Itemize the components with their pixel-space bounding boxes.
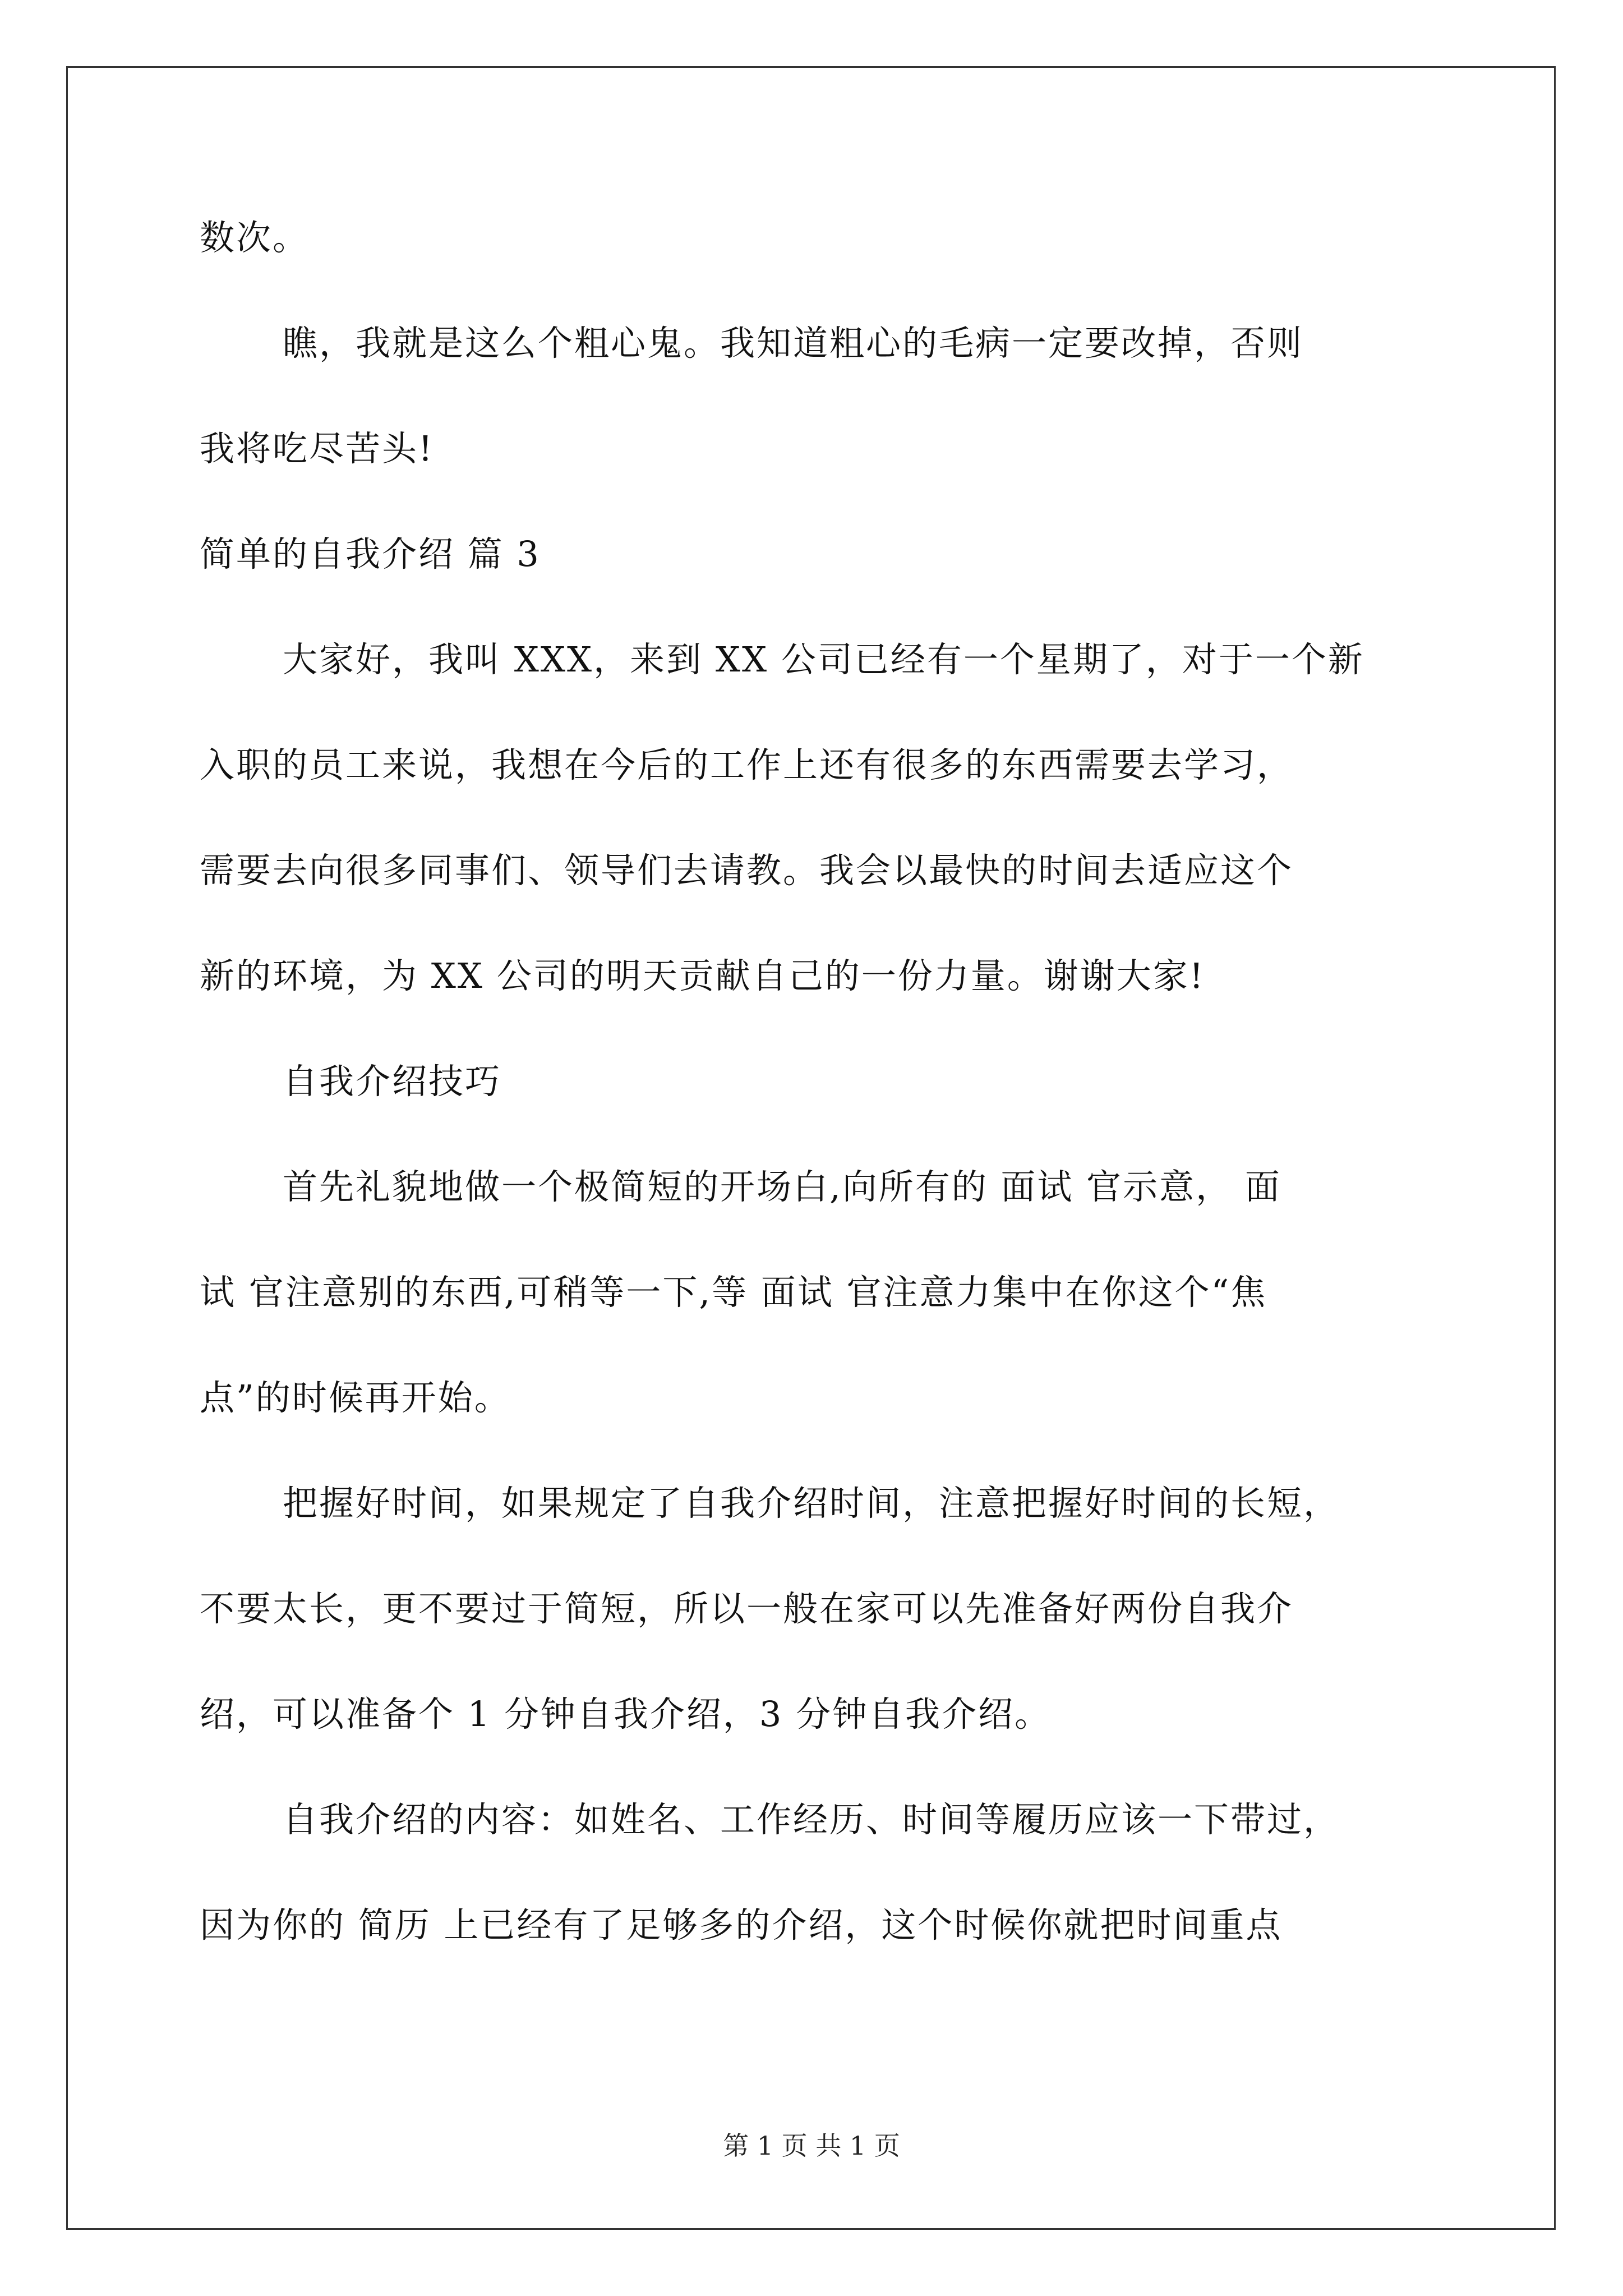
body-line: 大家好，我叫 XXX，来到 XX 公司已经有一个星期了，对于一个新 (283, 639, 1364, 680)
page-footer: 第 1 页 共 1 页 (723, 2131, 900, 2161)
subsection-heading: 自我介绍技巧 (283, 1061, 502, 1102)
section-heading: 简单的自我介绍 篇 3 (200, 533, 541, 574)
body-line: 入职的员工来说，我想在今后的工作上还有很多的东西需要去学习， (200, 744, 1294, 785)
body-line: 我将吃尽苦头! (200, 428, 434, 469)
body-line: 绍，可以准备个 1 分钟自我介绍，3 分钟自我介绍。 (200, 1694, 1052, 1734)
body-line: 新的环境，为 XX 公司的明天贡献自己的一份力量。谢谢大家! (200, 955, 1205, 996)
body-line: 不要太长，更不要过于简短，所以一般在家可以先准备好两份自我介 (200, 1588, 1294, 1629)
body-line: 瞧，我就是这么个粗心鬼。我知道粗心的毛病一定要改掉，否则 (283, 323, 1304, 364)
body-line: 把握好时间，如果规定了自我介绍时间，注意把握好时间的长短， (283, 1483, 1340, 1524)
body-line: 需要去向很多同事们、领导们去请教。我会以最快的时间去适应这个 (200, 850, 1294, 891)
document-body (200, 185, 1456, 1978)
body-line: 试 官注意别的东西,可稍等一下,等 面试 官注意力集中在你这个“焦 (200, 1272, 1267, 1313)
body-line: 点”的时候再开始。 (200, 1377, 511, 1418)
body-line: 首先礼貌地做一个极简短的开场白,向所有的 面试 官示意， 面 (283, 1166, 1281, 1207)
body-line: 数次。 (200, 217, 310, 258)
body-line: 因为你的 简历 上已经有了足够多的介绍，这个时候你就把时间重点 (200, 1904, 1283, 1945)
body-line: 自我介绍的内容：如姓名、工作经历、时间等履历应该一下带过， (283, 1799, 1340, 1840)
